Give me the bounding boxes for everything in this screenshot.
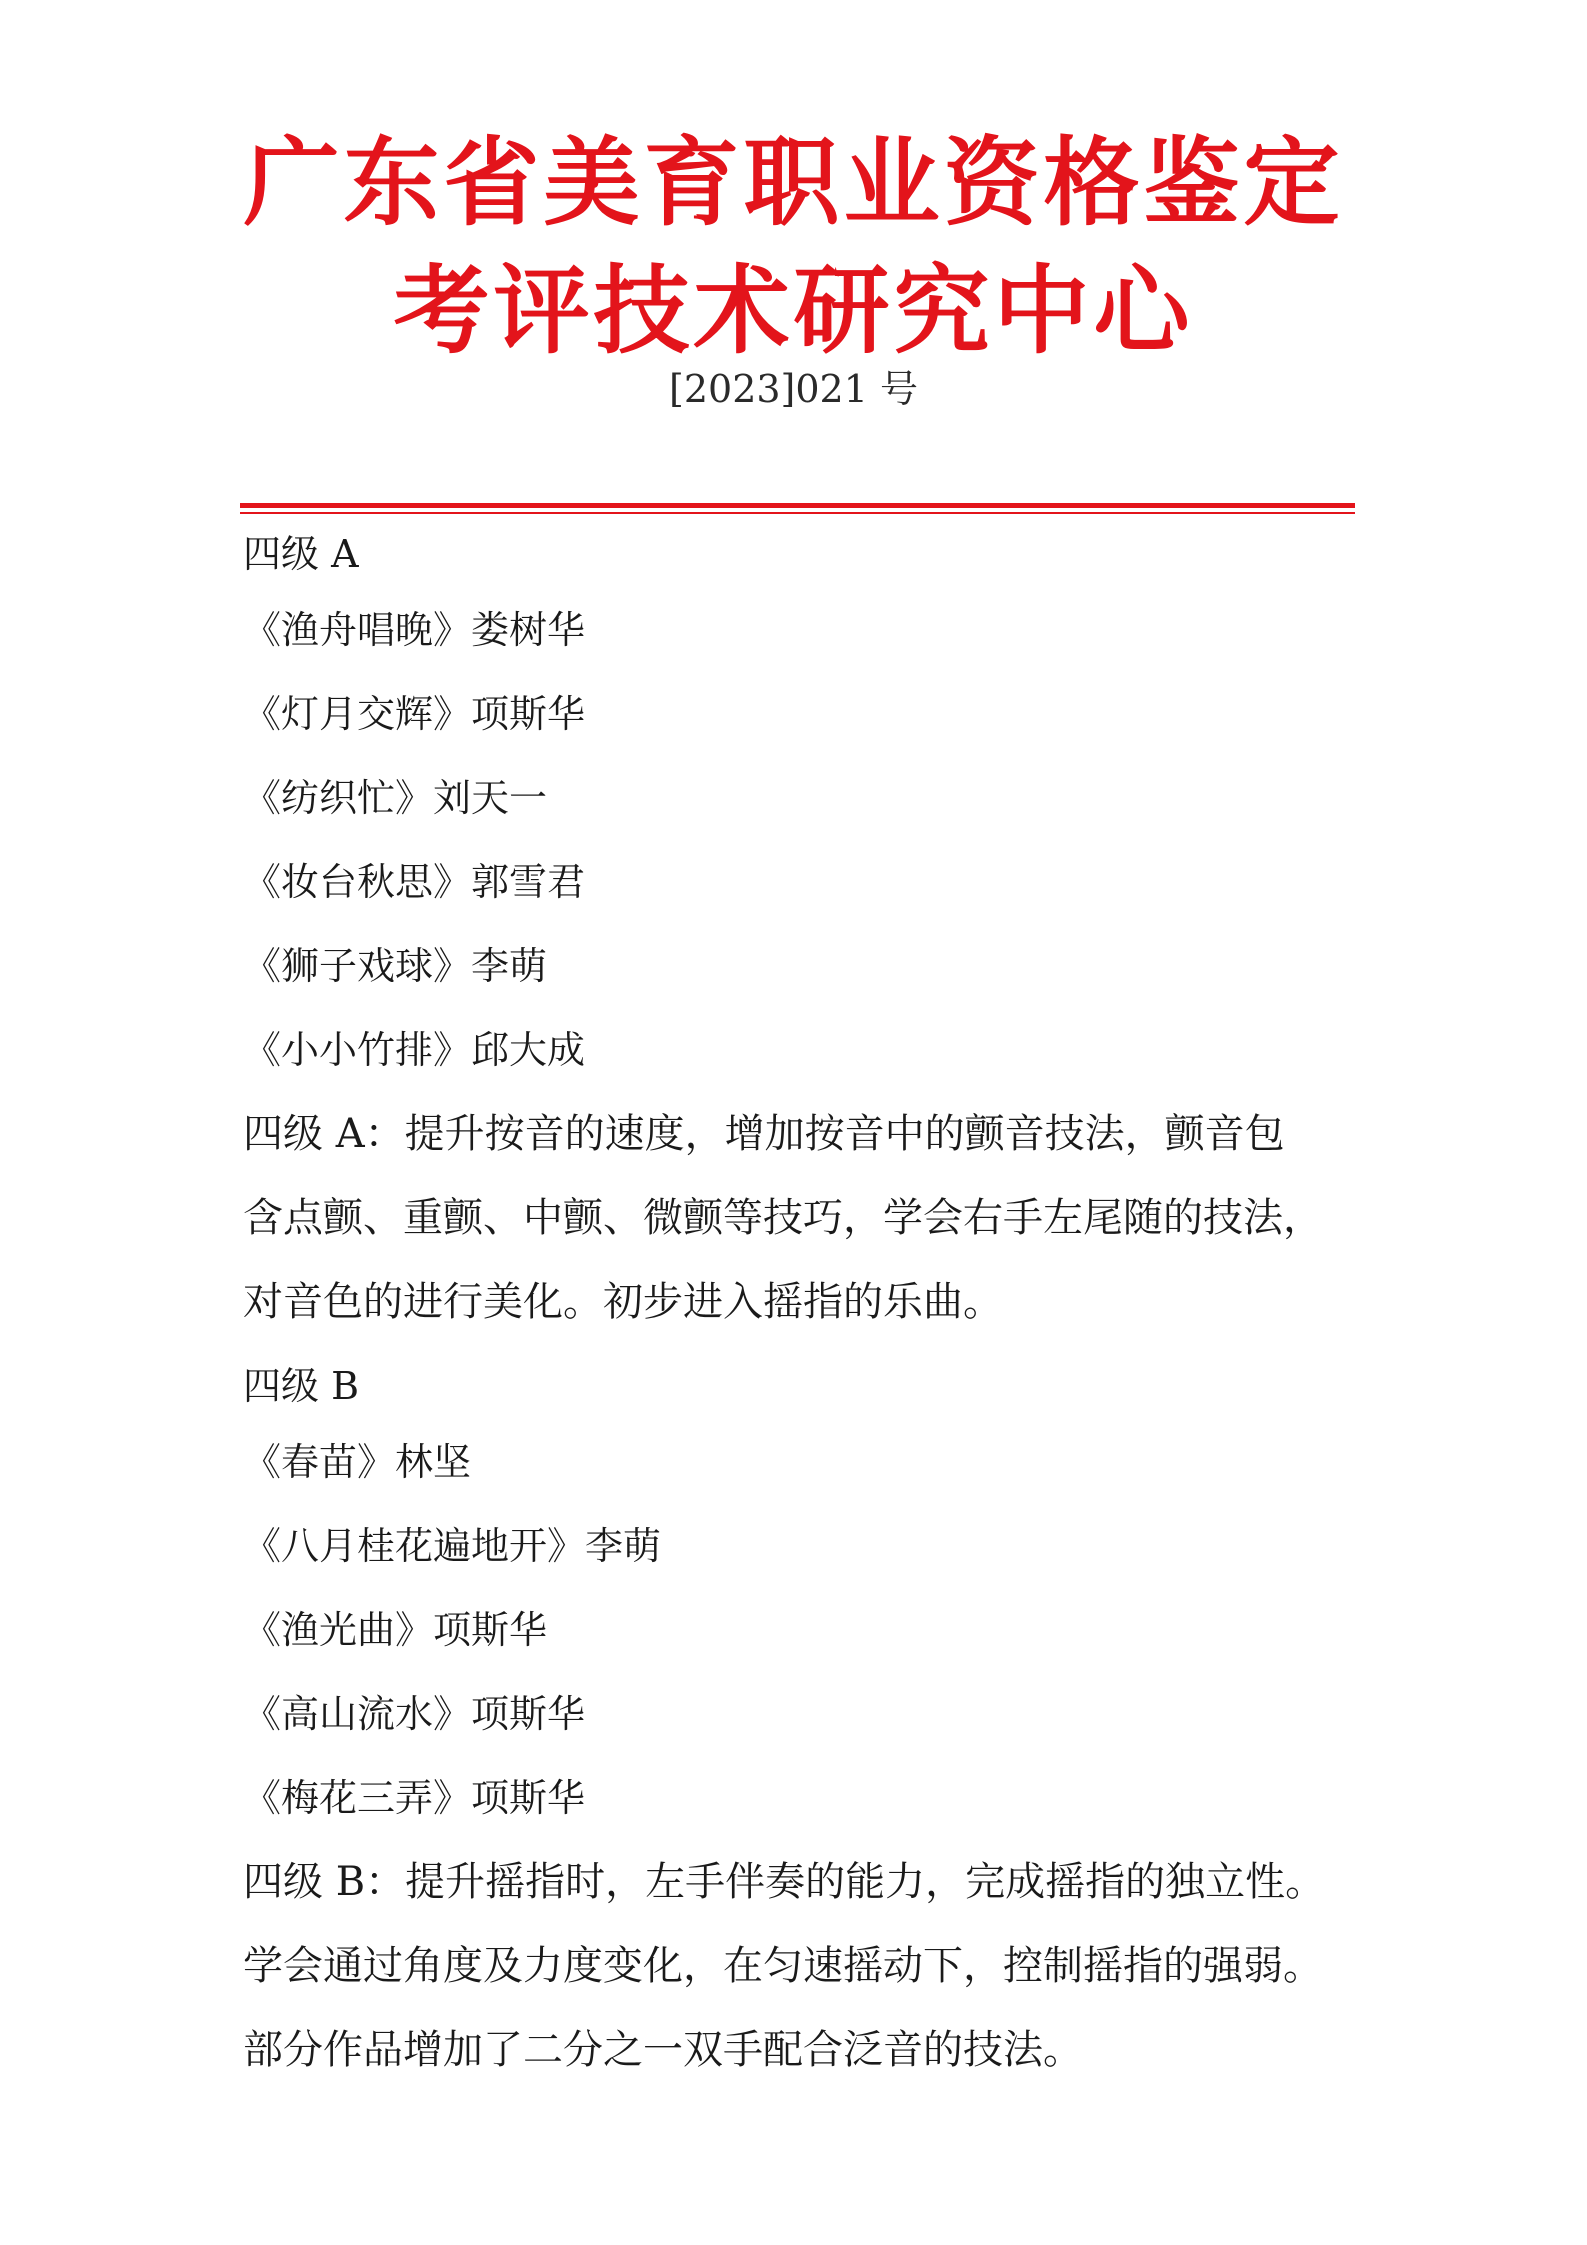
list-item [243, 840, 1363, 924]
list-item [243, 1756, 1363, 1840]
section-description [243, 1092, 1363, 1344]
piece-title: 《小小竹排》 [243, 1028, 472, 1072]
piece-composer: 李萌 [471, 944, 548, 988]
description-line: 对音色的进行美化。初步进入摇指的乐曲。 [243, 1279, 1003, 1325]
description-line: 四级 B：提升摇指时，左手伴奏的能力，完成摇指的独立性。 [243, 1859, 1326, 1905]
list-item [243, 924, 1363, 1008]
list-item [243, 756, 1363, 840]
piece-title: 《渔舟唱晚》 [243, 608, 472, 652]
piece-composer: 李萌 [585, 1524, 662, 1568]
piece-title: 《妆台秋思》 [243, 860, 472, 904]
list-item [243, 588, 1363, 672]
list-item [243, 1504, 1363, 1588]
header-divider-thick [240, 503, 1355, 508]
list-item [243, 1672, 1363, 1756]
org-title-line-1: 广东省美育职业资格鉴定 [243, 126, 1344, 239]
section-heading: 四级 B [243, 1364, 360, 1408]
header-divider-thin [240, 512, 1355, 514]
piece-composer: 刘天一 [433, 776, 548, 820]
piece-title: 《渔光曲》 [243, 1608, 434, 1652]
piece-composer: 邱大成 [471, 1028, 586, 1072]
piece-composer: 项斯华 [471, 1776, 586, 1820]
piece-title: 《狮子戏球》 [243, 944, 472, 988]
piece-title: 《高山流水》 [243, 1692, 472, 1736]
list-item [243, 1008, 1363, 1092]
section-heading: 四级 A [243, 532, 359, 576]
document-number: [2023]021 号 [669, 367, 918, 411]
piece-composer: 林坚 [395, 1440, 472, 1484]
org-title-line-2: 考评技术研究中心 [393, 254, 1194, 367]
piece-composer: 郭雪君 [471, 860, 586, 904]
document-body [243, 520, 1363, 2092]
description-line: 部分作品增加了二分之一双手配合泛音的技法。 [243, 2027, 1083, 2073]
piece-composer: 项斯华 [471, 692, 586, 736]
piece-composer: 项斯华 [433, 1608, 548, 1652]
piece-list [243, 588, 1363, 1092]
piece-title: 《梅花三弄》 [243, 1776, 472, 1820]
piece-composer: 项斯华 [471, 1692, 586, 1736]
list-item [243, 1588, 1363, 1672]
list-item [243, 1420, 1363, 1504]
piece-title: 《灯月交辉》 [243, 692, 472, 736]
piece-title: 《纺织忙》 [243, 776, 434, 820]
description-line: 含点颤、重颤、中颤、微颤等技巧，学会右手左尾随的技法， [243, 1195, 1323, 1241]
piece-composer: 娄树华 [471, 608, 586, 652]
description-line: 学会通过角度及力度变化，在匀速摇动下，控制摇指的强弱。 [243, 1943, 1323, 1989]
piece-title: 《八月桂花遍地开》 [243, 1524, 586, 1568]
list-item [243, 672, 1363, 756]
piece-list [243, 1420, 1363, 1840]
piece-title: 《春苗》 [243, 1440, 396, 1484]
description-line: 四级 A：提升按音的速度，增加按音中的颤音技法，颤音包 [243, 1111, 1285, 1157]
section-description [243, 1840, 1363, 2092]
section-level-4a [243, 520, 1363, 1344]
section-level-4b [243, 1352, 1363, 2092]
